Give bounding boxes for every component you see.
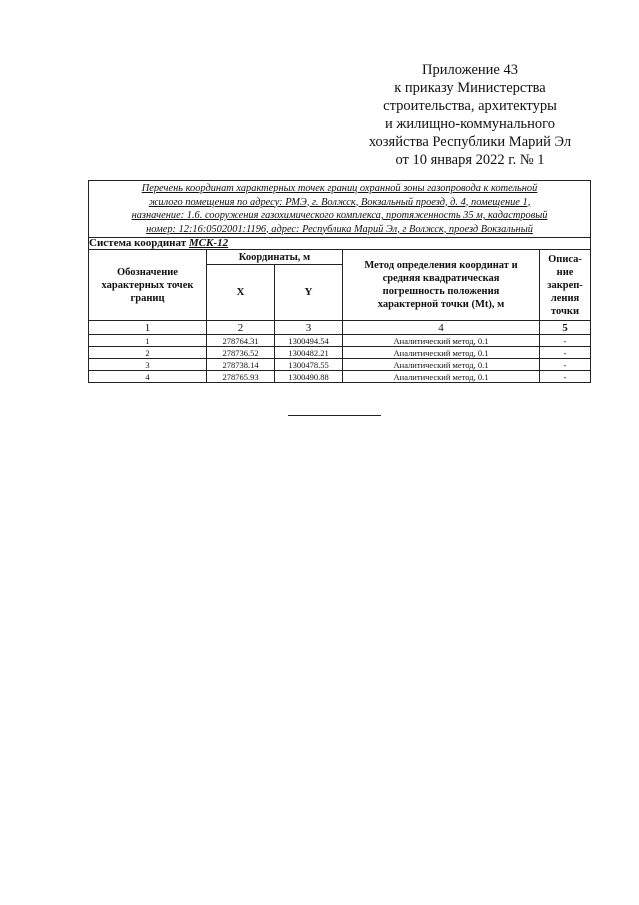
- column-number: 2: [207, 321, 275, 335]
- point-number: 3: [89, 359, 207, 371]
- appendix-header: [350, 61, 590, 169]
- point-number: 1: [89, 335, 207, 347]
- header-method: [343, 250, 540, 321]
- appendix-line: к приказу Министерства: [394, 80, 546, 96]
- appendix-line: Приложение 43: [422, 62, 518, 78]
- header-text: характерных точек: [101, 279, 194, 291]
- table-row: [89, 347, 591, 359]
- title-line: жилого помещения по адресу: РМЭ, г. Волжск, Вокзальный проезд, д. 4, помещение 1,: [148, 196, 531, 208]
- header-point-designation: [89, 250, 207, 321]
- appendix-line: хозяйства Республики Марий Эл: [368, 134, 572, 150]
- appendix-line: строительства, архитектуры: [383, 98, 557, 114]
- coordinate-y: 1300490.88: [275, 371, 343, 383]
- title-line: назначение: 1.6. сооружения газохимического комплекса, протяженность 35 м, кадастровый: [131, 210, 548, 221]
- header-text: ления: [550, 292, 580, 304]
- coordinate-system-row: [89, 238, 591, 250]
- appendix-line: от 10 января 2022 г. № 1: [395, 152, 545, 168]
- coordinate-x: 278765.93: [207, 371, 275, 383]
- column-number: 1: [89, 321, 207, 335]
- coordinate-y: 1300482.21: [275, 347, 343, 359]
- description-cell: -: [540, 335, 591, 347]
- column-number: 5: [540, 321, 591, 335]
- coordinate-system-value: МСК-12: [188, 237, 229, 249]
- point-number: 2: [89, 347, 207, 359]
- title-line: номер: 12:16:0502001:1196, адрес: Республика Марий Эл, г Волжск, проезд Вокзальный: [146, 223, 533, 235]
- column-number: 4: [343, 321, 540, 335]
- header-text: границ: [130, 292, 165, 304]
- table-row: [89, 371, 591, 383]
- description-cell: -: [540, 359, 591, 371]
- table-row: [89, 335, 591, 347]
- method-cell: Аналитический метод, 0.1: [343, 359, 540, 371]
- header-x: X: [207, 265, 275, 321]
- coordinate-y: 1300494.54: [275, 335, 343, 347]
- header-row: [89, 250, 591, 265]
- header-text: характерной точки (Mt), м: [377, 299, 505, 310]
- coordinate-x: 278764.31: [207, 335, 275, 347]
- method-cell: Аналитический метод, 0.1: [343, 371, 540, 383]
- header-text: ние: [556, 266, 574, 278]
- point-number: 4: [89, 371, 207, 383]
- method-cell: Аналитический метод, 0.1: [343, 347, 540, 359]
- coordinates-table: [88, 180, 591, 383]
- table-row: [89, 359, 591, 371]
- header-text: погрешность положения: [382, 286, 500, 297]
- header-y: Y: [275, 265, 343, 321]
- coordinate-system-label: Система координат: [89, 237, 187, 249]
- header-text: закреп-: [547, 279, 583, 291]
- title-line: Перечень координат характерных точек границ охранной зоны газопровода к котельной: [141, 183, 538, 194]
- closing-divider: [288, 415, 381, 416]
- header-text: точки: [551, 305, 580, 317]
- header-description: [540, 250, 591, 321]
- table-title: [89, 181, 591, 238]
- header-coordinates: Координаты, м: [207, 250, 343, 265]
- appendix-line: и жилищно-коммунального: [384, 116, 556, 132]
- header-text: Описа-: [548, 253, 582, 265]
- coordinate-x: 278736.52: [207, 347, 275, 359]
- coordinate-y: 1300478.55: [275, 359, 343, 371]
- coordinate-system: [89, 238, 591, 250]
- method-cell: Аналитический метод, 0.1: [343, 335, 540, 347]
- column-number-row: [89, 321, 591, 335]
- header-text: Обозначение: [117, 266, 178, 278]
- table-title-row: [89, 181, 591, 238]
- description-cell: -: [540, 347, 591, 359]
- header-text: Метод определения координат и: [364, 260, 518, 271]
- description-cell: -: [540, 371, 591, 383]
- column-number: 3: [275, 321, 343, 335]
- coordinate-x: 278738.14: [207, 359, 275, 371]
- header-text: средняя квадратическая: [382, 273, 500, 284]
